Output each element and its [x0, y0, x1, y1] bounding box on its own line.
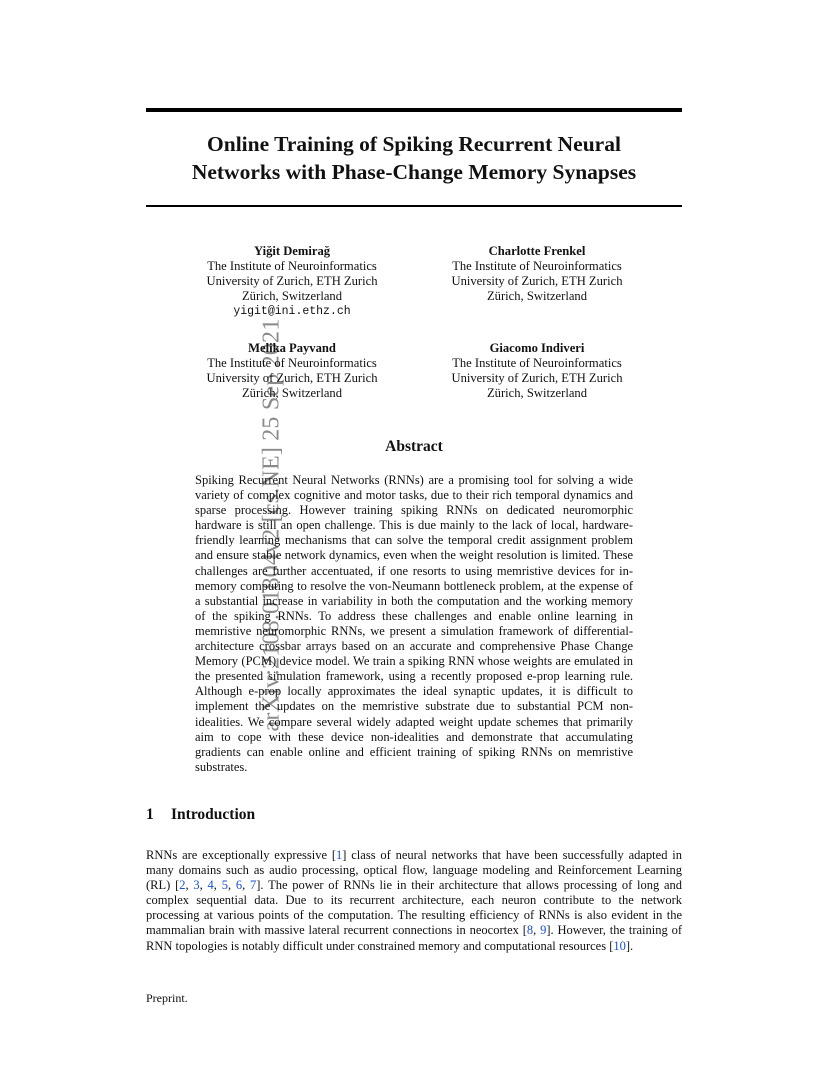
- citation-link[interactable]: 4: [207, 878, 214, 893]
- author-block-payvand: [172, 341, 412, 401]
- citation-link[interactable]: 1: [336, 848, 343, 862]
- author-location: Zürich, Switzerland: [241, 386, 343, 400]
- title-top-rule: [146, 108, 682, 112]
- author-affiliation: The Institute of Neuroinformatics: [207, 356, 377, 370]
- author-location: Zürich, Switzerland: [241, 289, 343, 303]
- paragraph-text: ]. However, the training of RNN topologies is notably difficult under constrained memory and computational resources [: [146, 923, 683, 953]
- title-line-1: Online Training of Spiking Recurrent Neural: [207, 132, 621, 156]
- author-name: Charlotte Frenkel: [488, 244, 586, 258]
- paragraph-text: RNNs are exceptionally expressive [: [146, 848, 337, 862]
- arxiv-stamp: arXiv:2108.01804v2 [cs.NE] 25 Sep 2021: [258, 318, 285, 732]
- citation-link[interactable]: 6: [235, 878, 243, 893]
- author-name: Melika Payvand: [248, 341, 336, 355]
- paragraph-text: ]. The power of RNNs lie in their architecture that allows processing of long and complex sequential data. Due to its recurrent architecture, each neuron contribute to the network processing at various points of the computation. The resulting efficiency of RNNs is also evident in the mammalian brain with massive lateral recurrent connections in neocortex [: [146, 878, 683, 938]
- author-block-indiveri: [417, 341, 657, 401]
- section-heading: [146, 806, 255, 824]
- section-title: Introduction: [171, 806, 256, 823]
- citation-link[interactable]: 3: [193, 878, 200, 893]
- introduction-paragraph: RNNs are exceptionally expressive [1] class of neural networks that have been successfully adapted in many domains such as audio processing, optical flow, language modeling and Reinforcement Learning (RL) [2, 3, 4, 5, 6, 7]. The power of RNNs lie in their architecture that allows processing of long and complex sequential data. Due to its recurrent architecture, each neuron contribute to the network processing at various points of the computation. The resulting efficiency of RNNs is also evident in the mammalian brain with massive lateral recurrent connections in neocortex [8, 9]. However, the training of RNN topologies is notably difficult under constrained memory and computational resources [10].: [146, 848, 683, 953]
- author-university: University of Zurich, ETH Zurich: [451, 371, 623, 385]
- section-number: 1: [146, 806, 154, 823]
- abstract-heading: Abstract: [385, 438, 443, 455]
- author-email: yigit@ini.ethz.ch: [233, 305, 351, 318]
- paper-title: [146, 130, 682, 186]
- paragraph-text: ].: [625, 938, 634, 953]
- author-affiliation: The Institute of Neuroinformatics: [207, 259, 377, 273]
- citation-link[interactable]: 9: [540, 923, 547, 938]
- footer-note: Preprint.: [146, 991, 188, 1005]
- author-block-demirag: [172, 244, 412, 319]
- author-location: Zürich, Switzerland: [486, 386, 588, 400]
- abstract-text: Spiking Recurrent Neural Networks (RNNs) are a promising tool for solving a wide variety of complex cognitive and motor tasks, due to their rich temporal dynamics and sparse processing. However training spiking RNNs on dedicated neuromorphic hardware is still an open challenge. This is due mainly to the lack of local, hardware-friendly learning mechanisms that can solve the temporal credit assignment problem and ensure stable network dynamics, even when the weight resolution is limited. These challenges are further accentuated, if one resorts to using memristive devices for in-memory computing to resolve the von-Neumann bottleneck problem, at the expense of a substantial increase in variability in both the computation and the working memory of the spiking RNNs. To address these challenges and enable online learning in memristive neuromorphic RNNs, we present a simulation framework of differential-architecture crossbar arrays based on an accurate and comprehensive Phase Change Memory (PCM) device model. We train a spiking RNN whose weights are emulated in the presented simulation framework, using a recently proposed e-prop learning rule. Although e-prop locally approximates the ideal synaptic updates, it is difficult to implement the updates on the memristive substrate due to substantial PCM non-idealities. We compare several widely adapted weight update schemes that primarily aim to cope with these device non-idealities and demonstrate that accumulating gradients can enable online and efficient training of spiking RNNs on memristive substrates.: [195, 473, 633, 774]
- author-affiliation: The Institute of Neuroinformatics: [452, 356, 622, 370]
- citation-link[interactable]: 7: [250, 878, 257, 893]
- author-name: Yiğit Demirağ: [253, 244, 331, 258]
- citation-link[interactable]: 10: [613, 938, 626, 953]
- author-block-frenkel: [417, 244, 657, 304]
- title-bottom-rule: [146, 205, 682, 207]
- author-university: University of Zurich, ETH Zurich: [451, 274, 623, 288]
- citation-link[interactable]: 5: [221, 878, 228, 893]
- author-affiliation: The Institute of Neuroinformatics: [452, 259, 622, 273]
- citation-link[interactable]: 2: [179, 878, 186, 893]
- paragraph-text: ] class of neural networks that have been successfully adapted in many domains such as audio processing, optical flow, language modeling and Reinforcement Learning (RL) [: [146, 848, 682, 893]
- author-name: Giacomo Indiveri: [489, 341, 585, 355]
- author-location: Zürich, Switzerland: [486, 289, 588, 303]
- author-university: University of Zurich, ETH Zurich: [206, 371, 378, 385]
- title-line-2: Networks with Phase-Change Memory Synapses: [191, 160, 637, 184]
- author-university: University of Zurich, ETH Zurich: [206, 274, 378, 288]
- citation-link[interactable]: 8: [526, 923, 534, 938]
